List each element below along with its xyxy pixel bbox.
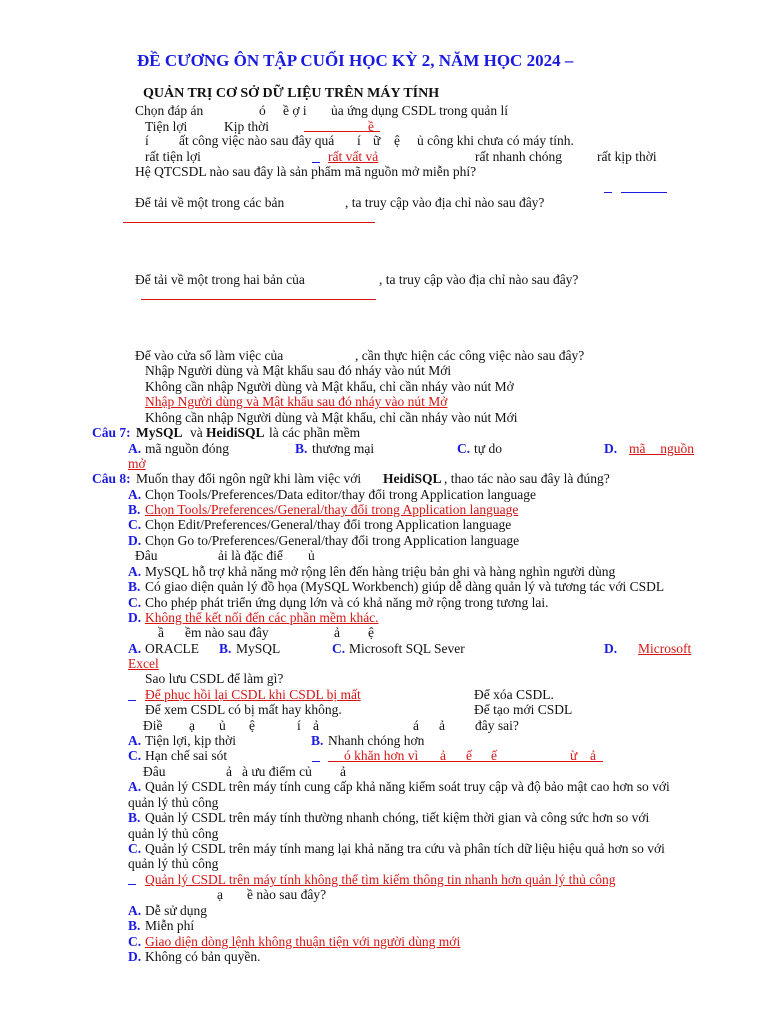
q8-option-d: Chọn Go to/Preferences/General/thay đổi trong Application language: [145, 533, 520, 548]
q4-stem-b: , ta truy cập vào địa chỉ nào sau đây?: [345, 195, 545, 210]
document-subtitle: QUẢN TRỊ CƠ SỞ DỮ LIỆU TRÊN MÁY TÍNH: [143, 86, 440, 101]
q12-option-d-e: ừ: [570, 748, 578, 763]
q12-stem-h: ả: [439, 718, 445, 733]
q14-stem-b: ề nào sau đây?: [247, 887, 327, 902]
q10-option-a: ORACLE: [145, 641, 199, 656]
q7-option-d-line2: mở: [128, 456, 146, 471]
q13-option-c-line2: quản lý thủ công: [128, 856, 219, 871]
q13-option-a-line1: Quản lý CSDL trên máy tính cung cấp khả năng kiểm soát truy cập và độ bảo mật cao hơn so với: [145, 779, 670, 794]
q11-stem: Sao lưu CSDL để làm gì?: [145, 671, 284, 686]
q11-option-c: Để xem CSDL có bị mất hay không.: [145, 702, 342, 717]
q11-option-d: Để tạo mới CSDL: [474, 702, 573, 717]
q12-option-d-b: ả: [440, 748, 446, 763]
q14-b-label: B.: [128, 918, 141, 933]
q8-stem-c: , thao tác nào sau đây là đúng?: [444, 471, 610, 486]
q7-stem-c: HeidiSQL: [206, 425, 265, 440]
q13-option-c-line1: Quản lý CSDL trên máy tính mang lại khả năng tra cứu và phân tích dữ liệu hiệu quả hơn so với: [145, 841, 665, 856]
q7-stem-d: là các phần mềm: [269, 425, 361, 440]
q9-a-label: A.: [128, 564, 142, 579]
q1-option-d-fragment: ề: [368, 119, 374, 134]
q2-option-a: rất tiện lợi: [145, 149, 201, 164]
q2-stem-f: ủ công khi chưa có máy tính.: [417, 133, 574, 148]
q2-option-c: rất nhanh chóng: [475, 149, 562, 164]
q2-option-b: rất vất vả: [328, 149, 379, 164]
q6-option-b: Không cần nhập Người dùng và Mật khẩu, chỉ cần nháy vào nút Mở: [145, 379, 514, 394]
q6-option-d: Không cần nhập Người dùng và Mật khẩu, chỉ cần nháy vào nút Mới: [145, 410, 518, 425]
q6-option-a: Nhập Người dùng và Mật khẩu sau đó nháy vào nút Mới: [145, 363, 452, 378]
q11-option-a: Để phục hồi lại CSDL khi CSDL bị mất: [145, 687, 361, 702]
q12-option-d-c: ế: [466, 748, 472, 763]
q13-c-label: C.: [128, 841, 142, 856]
q10-option-b: MySQL: [236, 641, 281, 656]
document-title: ĐỀ CƯƠNG ÔN TẬP CUỐI HỌC KỲ 2, NĂM HỌC 2024 –: [137, 51, 574, 70]
q10-c-label: C.: [332, 641, 346, 656]
q6-option-c: Nhập Người dùng và Mật khẩu sau đó nháy vào nút Mở: [145, 394, 448, 409]
q9-option-d: Không thể kết nối đến các phần mềm khác.: [145, 610, 379, 625]
q6-stem-b: , cần thực hiện các công việc nào sau đây?: [355, 348, 585, 363]
q13-stem-b: ả: [226, 764, 232, 779]
q14-option-c: Giao diện dòng lệnh không thuận tiện với người dùng mới: [145, 934, 461, 949]
q4-stem-a: Để tải về một trong các bản: [135, 195, 285, 210]
q13-answer-marker: [128, 884, 136, 885]
q12-stem-d: ệ: [249, 718, 255, 733]
q10-d-label: D.: [604, 641, 618, 656]
q9-stem-a: Đâu: [135, 548, 158, 563]
q1-stem-c: ề ợ i: [283, 103, 307, 118]
q14-option-a: Dễ sử dụng: [145, 903, 208, 918]
q2-stem-e: ệ: [394, 133, 400, 148]
q10-stem-b: ềm nào sau đây: [185, 625, 269, 640]
q7-option-b: thương mại: [312, 441, 375, 456]
q10-option-c: Microsoft SQL Sever: [349, 641, 465, 656]
q5-stem-b: , ta truy cập vào địa chỉ nào sau đây?: [379, 272, 579, 287]
q8-option-a: Chọn Tools/Preferences/Data editor/thay đổi trong Application language: [145, 487, 536, 502]
q2-stem-c: í: [357, 133, 361, 148]
q14-option-d: Không có bản quyền.: [145, 949, 261, 964]
q13-a-label: A.: [128, 779, 142, 794]
q1-stem-d: ủa ứng dụng CSDL trong quản lí: [331, 103, 509, 118]
q3-stem: Hệ QTCSDL nào sau đây là sản phẩm mã nguồn mở miễn phí?: [135, 164, 477, 179]
q13-option-d: Quản lý CSDL trên máy tính không thể tìm kiếm thông tin nhanh hơn quản lý thủ công: [145, 872, 616, 887]
q12-stem-g: á: [413, 718, 419, 733]
q13-option-b-line2: quản lý thủ công: [128, 826, 219, 841]
q5-stem-a: Để tải về một trong hai bản của: [135, 272, 305, 287]
q7-option-a: mã nguồn đóng: [145, 441, 229, 456]
q8-stem-a: Muốn thay đổi ngôn ngữ khi làm việc với: [136, 471, 362, 486]
q8-option-b: Chọn Tools/Preferences/General/thay đổi trong Application language: [145, 502, 519, 517]
q12-stem-a: Điề: [143, 718, 163, 733]
q8-a-label: A.: [128, 487, 142, 502]
q8-b-label: B.: [128, 502, 141, 517]
q8-d-label: D.: [128, 533, 142, 548]
q9-option-a: MySQL hỗ trợ khả năng mở rộng lên đến hàng triệu bản ghi và hàng nghìn người dùng: [145, 564, 616, 579]
q10-b-label: B.: [219, 641, 232, 656]
q2-stem-d: ữ: [373, 133, 381, 148]
q13-stem-a: Đâu: [143, 764, 166, 779]
q8-option-c: Chọn Edit/Preferences/General/thay đổi trong Application language: [145, 517, 512, 532]
q7-option-d-line1: mã nguồn: [629, 441, 694, 456]
q12-b-label: B.: [311, 733, 324, 748]
q13-stem-d: ả: [340, 764, 346, 779]
q10-option-d-line1: Microsoft: [638, 641, 692, 656]
q9-option-b: Có giao diện quản lý đồ họa (MySQL Workbench) giúp dễ dàng quản lý và tương tác với CSDL: [145, 579, 665, 594]
q9-b-label: B.: [128, 579, 141, 594]
q10-stem-d: ệ: [368, 625, 374, 640]
q12-option-d-f: ả: [590, 748, 596, 763]
q14-a-label: A.: [128, 903, 142, 918]
q1-stem-b: ó: [259, 103, 266, 118]
q12-option-d-a: ó khăn hơn vì: [344, 748, 419, 763]
q9-option-c: Cho phép phát triển ứng dụng lớn và có khả năng mở rộng trong tương lai.: [145, 595, 549, 610]
q12-stem-e: í: [297, 718, 301, 733]
q6-stem-a: Để vào cửa sổ làm việc của: [135, 348, 284, 363]
q14-d-label: D.: [128, 949, 142, 964]
q2-stem-a: í: [145, 133, 149, 148]
q12-stem-b: ạ: [189, 718, 195, 733]
q7-label: Câu 7:: [92, 425, 131, 440]
q7-a-label: A.: [128, 441, 142, 456]
q12-a-label: A.: [128, 733, 142, 748]
q1-stem-a: Chọn đáp án: [135, 103, 204, 118]
q3-answer-line: [621, 192, 667, 193]
q11-answer-marker: [128, 700, 136, 701]
q12-stem-i: đây sai?: [475, 718, 519, 733]
q9-d-label: D.: [128, 610, 142, 625]
q4-answer-line: [123, 222, 375, 223]
q14-option-b: Miễn phí: [145, 918, 195, 933]
q13-stem-c: à ưu điểm củ: [242, 764, 312, 779]
q7-b-label: B.: [295, 441, 308, 456]
q12-option-d-d: ế: [491, 748, 497, 763]
q10-a-label: A.: [128, 641, 142, 656]
q7-d-label: D.: [604, 441, 618, 456]
q10-stem-c: ả: [334, 625, 340, 640]
q14-stem-a: ạ: [217, 887, 223, 902]
q12-stem-f: ả: [313, 718, 319, 733]
q13-option-b-line1: Quản lý CSDL trên máy tính thường nhanh chóng, tiết kiệm thời gian và công sức hơn so với: [145, 810, 650, 825]
q7-stem-b: và: [190, 425, 203, 440]
q8-label: Câu 8:: [92, 471, 131, 486]
q12-option-b: Nhanh chóng hơn: [328, 733, 425, 748]
q9-stem-b: ải là đặc điể: [218, 548, 283, 563]
q8-stem-b: HeidiSQL: [383, 471, 442, 486]
q2-answer-marker: [312, 162, 320, 163]
q9-c-label: C.: [128, 595, 142, 610]
q12-answer-marker: [312, 761, 320, 762]
q2-stem-b: ất công việc nào sau đây quá: [179, 133, 335, 148]
q7-option-c: tự do: [474, 441, 502, 456]
q14-c-label: C.: [128, 934, 142, 949]
q1-option-a: Tiện lợi: [145, 119, 188, 134]
q13-option-a-line2: quản lý thủ công: [128, 795, 219, 810]
q1-option-b: Kịp thời: [224, 119, 270, 134]
q12-option-c: Hạn chế sai sót: [145, 748, 228, 763]
q12-c-label: C.: [128, 748, 142, 763]
q7-c-label: C.: [457, 441, 471, 456]
q11-option-b: Để xóa CSDL.: [474, 687, 554, 702]
q3-answer-marker: [604, 192, 612, 193]
q12-option-a: Tiện lợi, kịp thời: [145, 733, 237, 748]
q10-option-d-line2: Excel: [128, 656, 159, 671]
q5-answer-line: [141, 299, 376, 300]
q8-c-label: C.: [128, 517, 142, 532]
q9-stem-c: ủ: [308, 548, 315, 563]
q10-stem-a: ầ: [158, 625, 164, 640]
q7-stem-a: MySQL: [136, 425, 183, 440]
q12-stem-c: ủ: [219, 718, 226, 733]
q13-b-label: B.: [128, 810, 141, 825]
q2-option-d: rất kịp thời: [597, 149, 657, 164]
